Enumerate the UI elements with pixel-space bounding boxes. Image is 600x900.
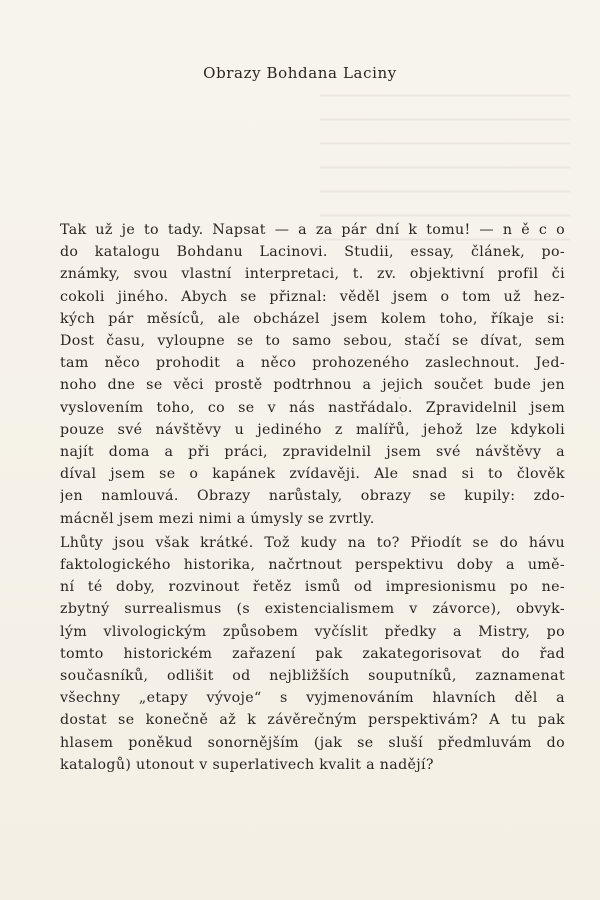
text-line: tomto historickém zařazení pak zakategorisovat do řad: [60, 645, 565, 662]
text-line: do katalogu Bohdanu Lacinovi. Studii, essay, článek, po-: [60, 244, 565, 261]
text-line: vyslovením toho, co se v nás nastřádalo. Zpravidelnil jsem: [60, 399, 565, 416]
paragraph-2: [60, 532, 565, 776]
speck: [405, 406, 407, 408]
text-line: najít doma a při práci, zpravidelnil jsem své návštěvy a: [60, 444, 565, 461]
text-line: lým vlivologickým způsobem vyčíslit předky a Mistry, po: [60, 623, 565, 640]
text-line: mácněl jsem mezi nimi a úmysly se zvrtly.: [60, 510, 375, 527]
text-line: noho dne se věci prostě podtrhnou a jejich součet bude jen: [60, 377, 565, 394]
text-line: Tak už je to tady. Napsat — a za pár dní k tomu! — n ě c o: [60, 222, 565, 238]
text-line: cokoli jiného. Abych se přiznal: věděl jsem o tom už hez-: [60, 288, 565, 305]
speck: [401, 414, 403, 416]
text-line: Dost času, vyloupne se to samo sebou, stačí se dívat, sem: [60, 333, 565, 350]
text-line: známky, svou vlastní interpretaci, t. zv. objektivní profil či: [60, 266, 565, 283]
text-line: zbytný surrealismus (s existencialismem v závorce), obvyk-: [60, 601, 565, 618]
page-title: Obrazy Bohdana Laciny: [203, 64, 397, 82]
text-line: všechny „etapy vývoje“ s vyjmenováním hlavních děl a: [60, 690, 565, 707]
text-line: tam něco prohodit a něco prohozeného zaslechnout. Jed-: [60, 355, 565, 372]
text-line: pouze své návštěvy u jediného z malířů, jehož lze kdykoli: [60, 421, 565, 438]
print-specks: [395, 394, 413, 420]
text-line: současníků, odlišit od nejbližších souputníků, zaznamenat: [60, 668, 565, 685]
text-line: díval jsem se o kapánek zvídavěji. Ale snad si to člověk: [60, 466, 565, 483]
text-line: Lhůty jsou však krátké. Tož kudy na to? Přiodít se do hávu: [60, 534, 565, 551]
body-text: [60, 219, 565, 776]
text-line: dostat se konečně až k závěrečným perspektivám? A tu pak: [60, 712, 565, 729]
speck: [399, 397, 401, 399]
paragraph-1: [60, 219, 565, 530]
text-line: faktologického historika, načrtnout perspektivu doby a umě-: [60, 557, 565, 574]
text-line: jen namlouvá. Obrazy narůstaly, obrazy se kupily: zdo-: [60, 488, 565, 505]
text-line: katalogů) utonout v superlativech kvalit a nadějí?: [60, 756, 434, 773]
text-line: ní té doby, rozvinout řetěz ismů od impresionismu po ne-: [60, 579, 565, 596]
text-line: kých pár měsíců, ale obcházel jsem kolem toho, říkaje si:: [60, 310, 565, 327]
text-line: hlasem poněkud sonornějším (jak se sluší předmluvám do: [60, 734, 565, 751]
